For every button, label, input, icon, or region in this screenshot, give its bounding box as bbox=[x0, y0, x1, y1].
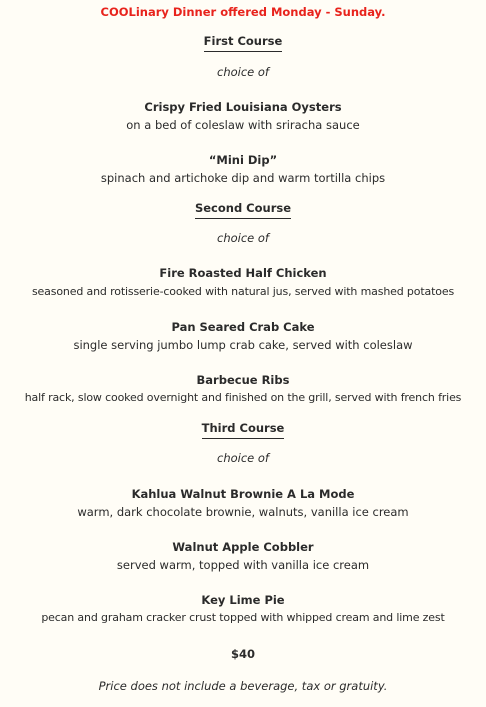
dish-name: Walnut Apple Cobbler bbox=[172, 540, 314, 554]
course-title-text: Third Course bbox=[202, 420, 285, 439]
course-choice-first: choice of bbox=[217, 65, 269, 79]
dish-description: half rack, slow cooked overnight and finished on the grill, served with french fries bbox=[24, 391, 462, 404]
dish-name: “Mini Dip” bbox=[208, 153, 278, 167]
dish-name: Barbecue Ribs bbox=[196, 373, 290, 387]
course-title-first bbox=[0, 33, 486, 52]
course-title-third bbox=[0, 420, 486, 439]
dish-name: Kahlua Walnut Brownie A La Mode bbox=[131, 487, 355, 501]
course-title-text: Second Course bbox=[195, 200, 291, 219]
dish-description: served warm, topped with vanilla ice cream bbox=[116, 558, 370, 572]
dish-name: Crispy Fried Louisiana Oysters bbox=[144, 100, 342, 114]
dish-name: Key Lime Pie bbox=[201, 593, 285, 607]
dish-name: Fire Roasted Half Chicken bbox=[159, 266, 327, 280]
dish-description: warm, dark chocolate brownie, walnuts, vanilla ice cream bbox=[77, 505, 409, 519]
course-choice-third: choice of bbox=[217, 451, 269, 465]
course-title-text: First Course bbox=[204, 33, 283, 52]
dish-description: on a bed of coleslaw with sriracha sauce bbox=[126, 118, 360, 132]
dish-description: spinach and artichoke dip and warm tortilla chips bbox=[100, 171, 386, 185]
dish-description: pecan and graham cracker crust topped with whipped cream and lime zest bbox=[41, 611, 445, 624]
menu-price: $40 bbox=[230, 647, 255, 661]
dish-description: seasoned and rotisserie-cooked with natural jus, served with mashed potatoes bbox=[31, 285, 455, 298]
course-choice-second: choice of bbox=[217, 231, 269, 245]
dish-name: Pan Seared Crab Cake bbox=[171, 320, 315, 334]
course-title-second bbox=[0, 200, 486, 219]
price-note: Price does not include a beverage, tax or gratuity. bbox=[98, 679, 388, 693]
menu-banner: COOLinary Dinner offered Monday - Sunday. bbox=[100, 5, 386, 19]
dish-description: single serving jumbo lump crab cake, served with coleslaw bbox=[73, 338, 413, 352]
